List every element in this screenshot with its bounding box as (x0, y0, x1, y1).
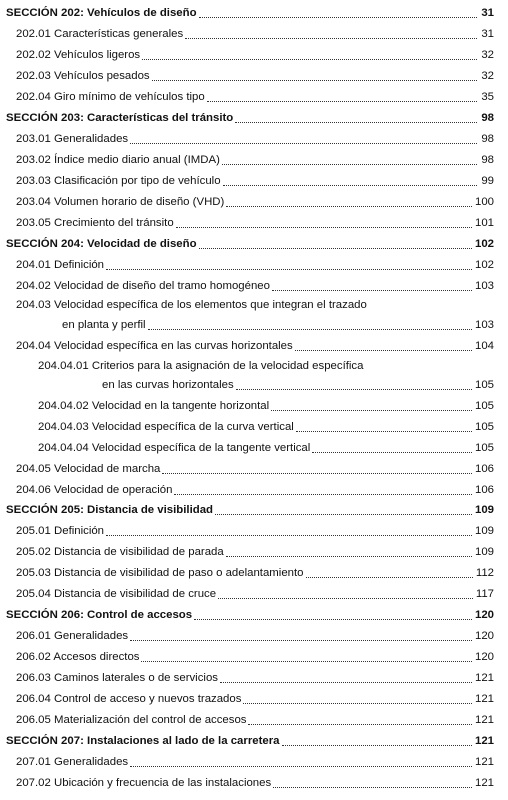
toc-entry-title: 206.04 Control de acceso y nuevos trazados (16, 693, 242, 705)
toc-entry-title: 204.04.03 Velocidad específica de la curva vertical (38, 421, 294, 433)
toc-page-number: 31 (481, 7, 494, 19)
toc-entry-title: SECCIÓN 202: Vehículos de diseño (6, 7, 197, 19)
toc-page-number: 120 (474, 609, 494, 621)
toc-page-number: 102 (474, 238, 494, 250)
toc-entry-title: 202.01 Características generales (16, 28, 184, 40)
toc-page-number: 98 (481, 112, 494, 124)
toc-row (0, 174, 508, 188)
toc-row (0, 339, 508, 353)
toc-row (0, 153, 508, 167)
toc-page-number: 109 (474, 504, 494, 516)
toc-page-number: 98 (481, 133, 494, 145)
toc-row (0, 524, 508, 538)
toc-entry-title: 206.03 Caminos laterales o de servicios (16, 672, 218, 684)
toc-row (0, 755, 508, 769)
toc-row (0, 629, 508, 643)
toc-page-number: 105 (474, 400, 494, 412)
toc-entry-title: 202.03 Vehículos pesados (16, 70, 150, 82)
toc-row (0, 671, 508, 685)
toc-entry-title: 205.03 Distancia de visibilidad de paso o adelantamiento (16, 567, 304, 579)
toc-entry-title: 202.04 Giro mínimo de vehículos tipo (16, 91, 205, 103)
toc-page-number: 102 (474, 259, 494, 271)
toc-row (0, 48, 508, 62)
toc-entry-title: SECCIÓN 206: Control de accesos (6, 609, 193, 621)
toc-row (0, 420, 508, 434)
toc-entry-title: 206.05 Materialización del control de accesos (16, 714, 247, 726)
toc-entry-title: 204.04.01 Criterios para la asignación de la velocidad específica (38, 360, 364, 372)
toc-entry-title: 203.04 Volumen horario de diseño (VHD) (16, 196, 225, 208)
toc-page-number: 32 (481, 70, 494, 82)
toc-page-number: 121 (474, 735, 494, 747)
toc-entry-continuation: en planta y perfil (62, 319, 146, 331)
toc-page-number: 103 (474, 319, 494, 331)
toc-entry-title: 202.02 Vehículos ligeros (16, 49, 141, 61)
toc-row (0, 650, 508, 664)
toc-page-number: 100 (474, 196, 494, 208)
toc-entry-title: SECCIÓN 204: Velocidad de diseño (6, 238, 197, 250)
toc-page-number: 103 (474, 280, 494, 292)
toc-page-number: 121 (474, 756, 494, 768)
toc-page-number: 32 (481, 49, 494, 61)
toc-page-number: 112 (475, 567, 494, 579)
toc-page-number: 99 (481, 175, 494, 187)
toc-entry-title: 207.01 Generalidades (16, 756, 129, 768)
toc-page-number: 101 (474, 217, 494, 229)
toc-section-row (0, 608, 508, 622)
toc-row (0, 195, 508, 209)
toc-section-row (0, 503, 508, 517)
toc-page-number: 104 (474, 340, 494, 352)
toc-page-number: 121 (474, 777, 494, 789)
toc-entry-title: 205.01 Definición (16, 525, 105, 537)
toc-row (0, 69, 508, 83)
toc-page-number: 105 (474, 442, 494, 454)
toc-row (0, 545, 508, 559)
toc-entry-title: 204.02 Velocidad de diseño del tramo homogéneo (16, 280, 270, 292)
toc-section-row (0, 237, 508, 251)
toc-entry-title: 207.02 Ubicación y frecuencia de las instalaciones (16, 777, 272, 789)
toc-page-number: 121 (474, 672, 494, 684)
toc-row (0, 462, 508, 476)
toc-page-number: 109 (474, 546, 494, 558)
toc-page-number: 105 (474, 379, 494, 391)
toc-row (0, 587, 508, 601)
toc-row-continuation (0, 318, 508, 332)
toc-row (0, 399, 508, 413)
toc-row (0, 441, 508, 455)
toc-entry-title: 205.02 Distancia de visibilidad de parada (16, 546, 224, 558)
toc-page-number: 109 (474, 525, 494, 537)
toc-page-number: 106 (474, 463, 494, 475)
toc-entry-title: 203.05 Crecimiento del tránsito (16, 217, 174, 229)
toc-row-first-line (0, 298, 508, 312)
toc-entry-title: SECCIÓN 205: Distancia de visibilidad (6, 504, 213, 516)
toc-page-number: 105 (474, 421, 494, 433)
toc-page-number: 35 (481, 91, 494, 103)
toc-page-number: 31 (481, 28, 494, 40)
toc-page-number: 106 (474, 484, 494, 496)
toc-entry-title: 203.01 Generalidades (16, 133, 129, 145)
toc-entry-title: 203.02 Índice medio diario anual (IMDA) (16, 154, 220, 166)
toc-page-number: 121 (474, 714, 494, 726)
toc-row-continuation (0, 378, 508, 392)
toc-page-number: 121 (474, 693, 494, 705)
toc-row (0, 776, 508, 790)
toc-row (0, 90, 508, 104)
toc-entry-title: 204.04 Velocidad específica en las curvas horizontales (16, 340, 293, 352)
toc-page-number: 98 (481, 154, 494, 166)
toc-entry-title: 206.02 Accesos directos (16, 651, 140, 663)
toc-entry-title: 204.05 Velocidad de marcha (16, 463, 161, 475)
toc-row (0, 216, 508, 230)
toc-entry-title: 204.06 Velocidad de operación (16, 484, 173, 496)
toc-entry-title: 204.04.02 Velocidad en la tangente horizontal (38, 400, 270, 412)
toc-row (0, 566, 508, 580)
toc-entry-continuation: en las curvas horizontales (102, 379, 234, 391)
toc-row (0, 132, 508, 146)
toc-row (0, 27, 508, 41)
toc-section-row (0, 111, 508, 125)
toc-row (0, 483, 508, 497)
toc-entry-title: 204.04.04 Velocidad específica de la tangente vertical (38, 442, 311, 454)
toc-row (0, 258, 508, 272)
toc-row (0, 692, 508, 706)
toc-row-first-line (0, 359, 508, 373)
toc-page-number: 117 (475, 588, 494, 600)
toc-entry-title: 206.01 Generalidades (16, 630, 129, 642)
toc-entry-title: SECCIÓN 207: Instalaciones al lado de la carretera (6, 735, 280, 747)
toc-row (0, 713, 508, 727)
toc-entry-title: 203.03 Clasificación por tipo de vehículo (16, 175, 221, 187)
toc-entry-title: 204.01 Definición (16, 259, 105, 271)
toc-page-number: 120 (474, 630, 494, 642)
toc-entry-title: 205.04 Distancia de visibilidad de cruce (16, 588, 217, 600)
toc-page-number: 120 (474, 651, 494, 663)
toc-row (0, 279, 508, 293)
toc-entry-title: 204.03 Velocidad específica de los elementos que integran el trazado (16, 299, 367, 311)
toc-entry-title: SECCIÓN 203: Características del tránsito (6, 112, 234, 124)
toc-section-row (0, 6, 508, 20)
toc-section-row (0, 734, 508, 748)
